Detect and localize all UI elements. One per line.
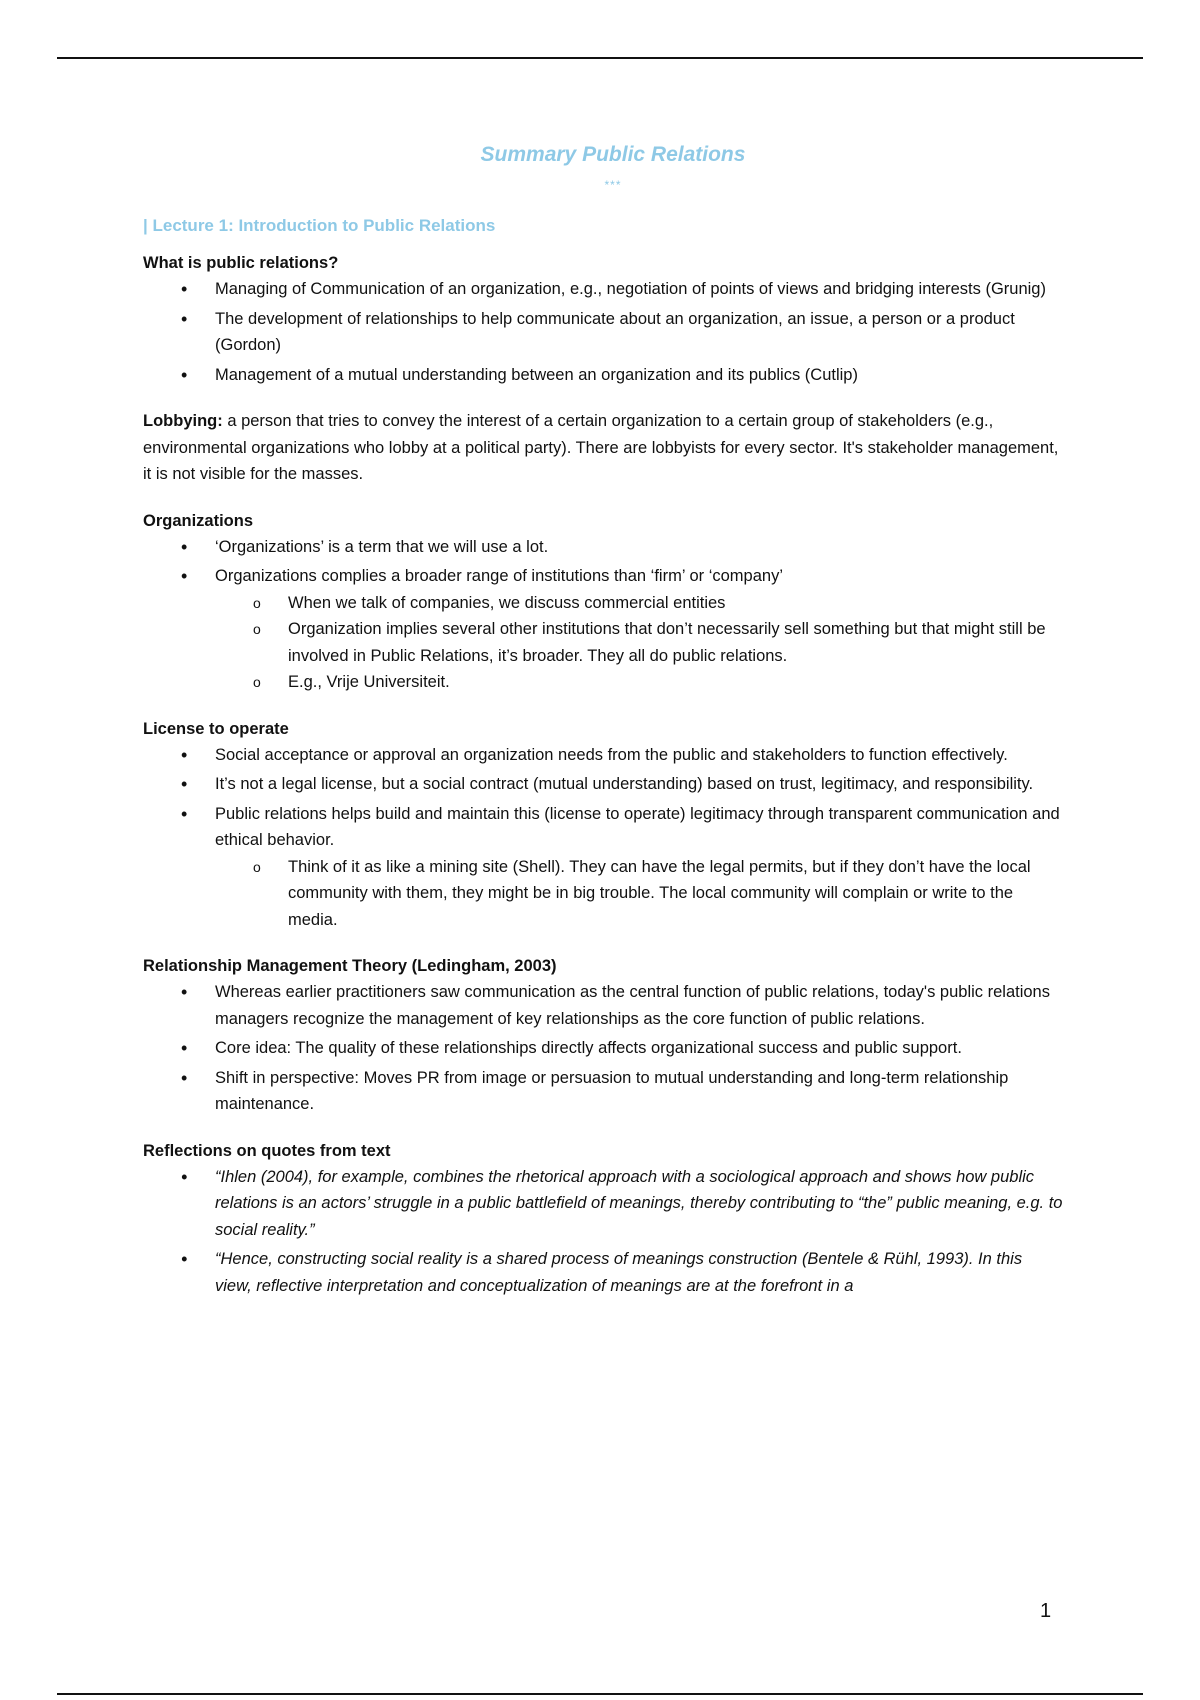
section-lobbying [143, 408, 1063, 488]
list-item: • ‘Organizations’ is a term that we will use a lot. [143, 534, 1063, 561]
list-item: • It’s not a legal license, but a social contract (mutual understanding) based on trust, legitimacy, and responsibility. [143, 771, 1063, 798]
bottom-rule [57, 1693, 1143, 1695]
list-item: • Management of a mutual understanding between an organization and its publics (Cutlip) [143, 362, 1063, 389]
list-item: • Social acceptance or approval an organization needs from the public and stakeholders to function effectively. [143, 742, 1063, 769]
bullet-list [143, 742, 1063, 934]
top-rule [57, 57, 1143, 59]
lecture-heading: | Lecture 1: Introduction to Public Relations [143, 216, 496, 235]
document-title: Summary Public Relations [480, 143, 746, 166]
list-item: • The development of relationships to help communicate about an organization, an issue, a person or a product (Gordon) [143, 306, 1063, 359]
quote-item: • “Hence, constructing social reality is a shared process of meanings construction (Bentele & Rühl, 1993). In this view, reflective interpretation and conceptualization of meanings are at the forefront in a [143, 1246, 1063, 1299]
sub-bullet-list [215, 590, 1063, 696]
list-item: • Whereas earlier practitioners saw communication as the central function of public relations, today's public relations managers recognize the management of key relationships as the core function of public relations. [143, 979, 1063, 1032]
section-license [143, 716, 1063, 934]
bullet-list [143, 1164, 1063, 1300]
bullet-list [143, 276, 1063, 388]
section-heading: License to operate [143, 719, 289, 738]
lobbying-paragraph [143, 408, 1063, 488]
sub-list-item: o When we talk of companies, we discuss commercial entities [215, 590, 1063, 617]
sub-list-item: o E.g., Vrije Universiteit. [215, 669, 1063, 696]
section-heading: Organizations [143, 511, 254, 530]
bullet-list [143, 534, 1063, 696]
lobbying-text: a person that tries to convey the interest of a certain organization to a certain group of stakeholders (e.g., environmental organizations who lobby at a political party). There are lobbyists for every sector. It's stakeholder management, it is not visible for the masses. [143, 412, 1059, 483]
list-item: • Managing of Communication of an organization, e.g., negotiation of points of views and bridging interests (Grunig) [143, 276, 1063, 303]
sub-list-item: o Organization implies several other institutions that don’t necessarily sell something but that might still be involved in Public Relations, it’s broader. They all do public relations. [215, 616, 1063, 669]
list-item: • Shift in perspective: Moves PR from image or persuasion to mutual understanding and long-term relationship maintenance. [143, 1065, 1063, 1118]
list-item [143, 801, 1063, 934]
sub-list-item: o Think of it as like a mining site (Shell). They can have the legal permits, but if they don’t have the local community with them, they might be in big trouble. The local community will complain or write to the media. [215, 854, 1063, 934]
title-ornament: *** [604, 178, 622, 192]
list-item-text: Organizations complies a broader range of institutions than ‘firm’ or ‘company’ [215, 567, 783, 585]
bullet-list [143, 979, 1063, 1118]
section-what-is-pr [143, 250, 1063, 388]
section-heading: What is public relations? [143, 254, 339, 272]
section-organizations [143, 508, 1063, 696]
section-reflections [143, 1138, 1063, 1300]
sub-bullet-list [215, 854, 1063, 934]
document-page [143, 140, 1063, 1302]
list-item [143, 563, 1063, 696]
list-item: • Core idea: The quality of these relationships directly affects organizational success and public support. [143, 1035, 1063, 1062]
list-item-text: Public relations helps build and maintain this (license to operate) legitimacy through transparent communication and ethical behavior. [215, 804, 1060, 849]
quote-item: • “Ihlen (2004), for example, combines the rhetorical approach with a sociological approach and shows how public relations is an actors’ struggle in a public battlefield of meanings, thereby contributing to “the” public meaning, e.g. to social reality.” [143, 1164, 1063, 1244]
lobbying-term: Lobbying: [143, 412, 223, 430]
page-number: 1 [1040, 1600, 1052, 1622]
section-heading: Reflections on quotes from text [143, 1141, 391, 1160]
section-relationship-management [143, 953, 1063, 1118]
section-heading: Relationship Management Theory (Ledingham, 2003) [143, 957, 557, 975]
